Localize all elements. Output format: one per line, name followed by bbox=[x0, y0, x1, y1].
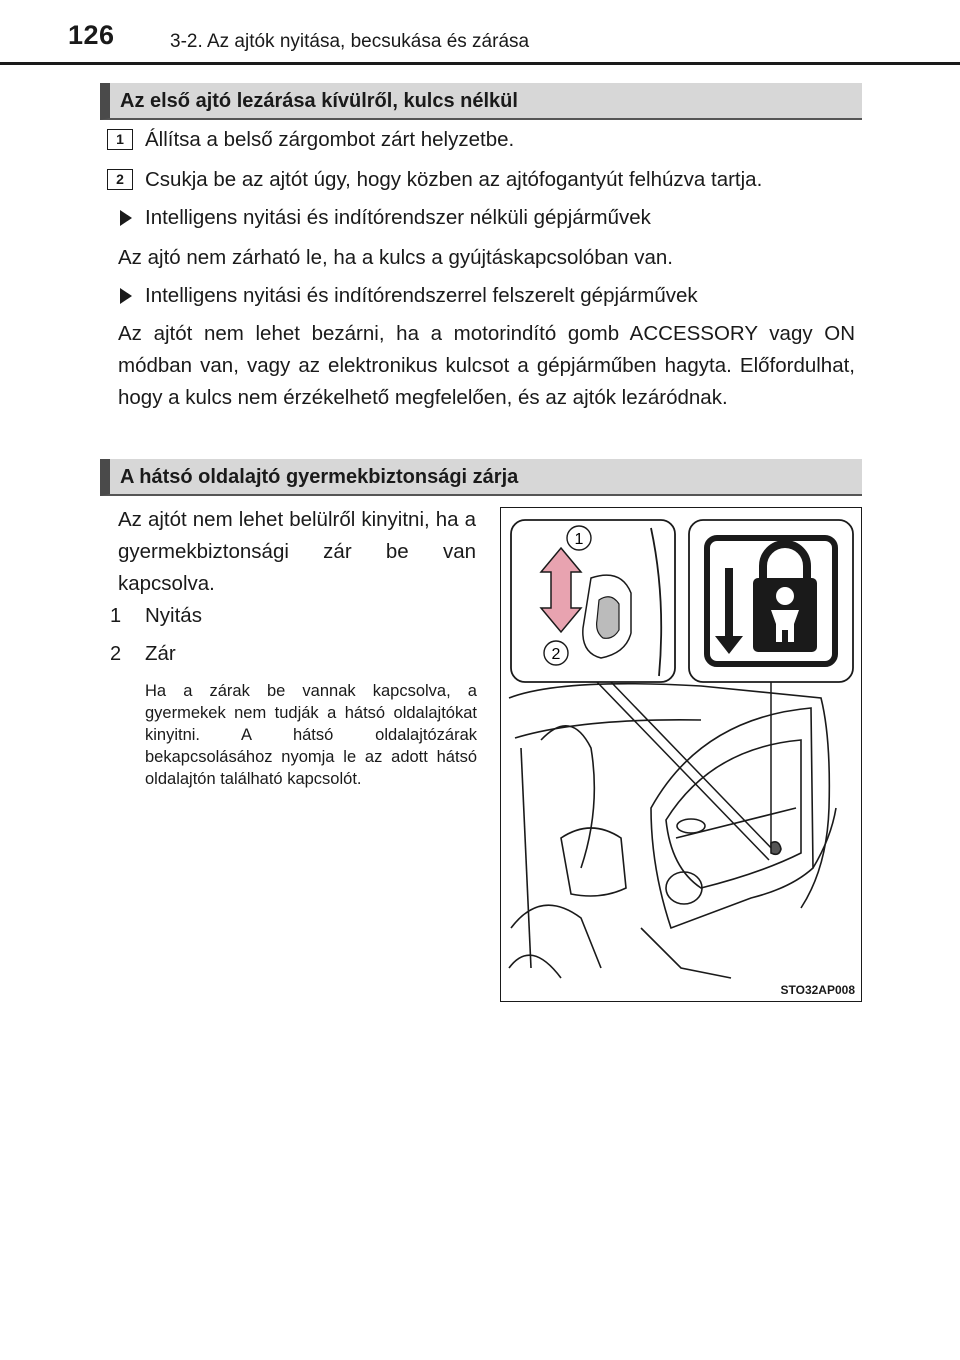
padlock-child-icon bbox=[753, 544, 817, 652]
item-number: 2 bbox=[110, 643, 122, 665]
down-arrow-icon bbox=[715, 568, 743, 654]
arrow-bullet-icon bbox=[120, 288, 132, 304]
step-number-box: 1 bbox=[107, 129, 133, 150]
variant-heading: Intelligens nyitási és indítórendszerrel felszerelt gépjárművek bbox=[145, 284, 698, 307]
child-lock-note: Ha a zárak be vannak kapcsolva, a gyermekek nem tudják a hátsó oldalajtókat kinyitni. A hátsó oldalajtózárak bekapcsolásához nyomja le az adott hátsó oldalajtón található kapcsolót. bbox=[145, 682, 477, 788]
child-lock-intro: Az ajtót nem lehet belülről kinyitni, ha a gyermekbiztonsági zár be van kapcsolva. bbox=[118, 508, 476, 595]
open-close-arrow-icon bbox=[541, 548, 581, 632]
open-rear-door-outline bbox=[641, 708, 836, 978]
section-heading-text: A hátsó oldalajtó gyermekbiztonsági zárja bbox=[120, 466, 519, 488]
child-lock-symbol-inset bbox=[689, 520, 853, 682]
lock-switch-inset bbox=[511, 520, 675, 682]
car-door-drawing bbox=[501, 508, 863, 1003]
svg-text:1: 1 bbox=[574, 531, 584, 548]
item-text-open: Nyitás bbox=[145, 604, 202, 627]
variant-text: Az ajtó nem zárható le, ha a kulcs a gyújtáskapcsolóban van. bbox=[118, 246, 673, 269]
section-heading-front-door-lock bbox=[100, 83, 862, 120]
header-rule bbox=[0, 62, 960, 65]
step-text: Állítsa a belső zárgombot zárt helyzetbe. bbox=[145, 128, 515, 151]
section-heading-child-lock bbox=[100, 459, 862, 496]
svg-text:2: 2 bbox=[551, 646, 561, 663]
child-lock-illustration bbox=[500, 507, 862, 1002]
variant-text: Az ajtót nem lehet bezárni, ha a motorindító gomb ACCESSORY vagy ON módban van, vagy az elektronikus kulcsot a gépjárműben hagyta. Előfordulhat, hogy a kulcs nem érzékelhető megfelelően, és az ajtók lezáródnak. bbox=[118, 322, 855, 409]
callout-1-marker bbox=[567, 526, 591, 550]
figure-code: STO32AP008 bbox=[780, 983, 855, 997]
variant-heading: Intelligens nyitási és indítórendszer nélküli gépjárművek bbox=[145, 206, 651, 229]
item-number: 1 bbox=[110, 605, 122, 627]
step-text: Csukja be az ajtót úgy, hogy közben az ajtófogantyút felhúzva tartja. bbox=[145, 168, 763, 191]
section-heading-text: Az első ajtó lezárása kívülről, kulcs nélkül bbox=[120, 90, 518, 112]
arrow-bullet-icon bbox=[120, 210, 132, 226]
callout-2-marker bbox=[544, 641, 568, 665]
page-number: 126 bbox=[68, 20, 115, 50]
step-number-box: 2 bbox=[107, 169, 133, 190]
chapter-title: 3-2. Az ajtók nyitása, becsukása és zárása bbox=[170, 31, 530, 52]
item-text-lock: Zár bbox=[145, 642, 176, 665]
car-body-outline bbox=[509, 684, 829, 978]
